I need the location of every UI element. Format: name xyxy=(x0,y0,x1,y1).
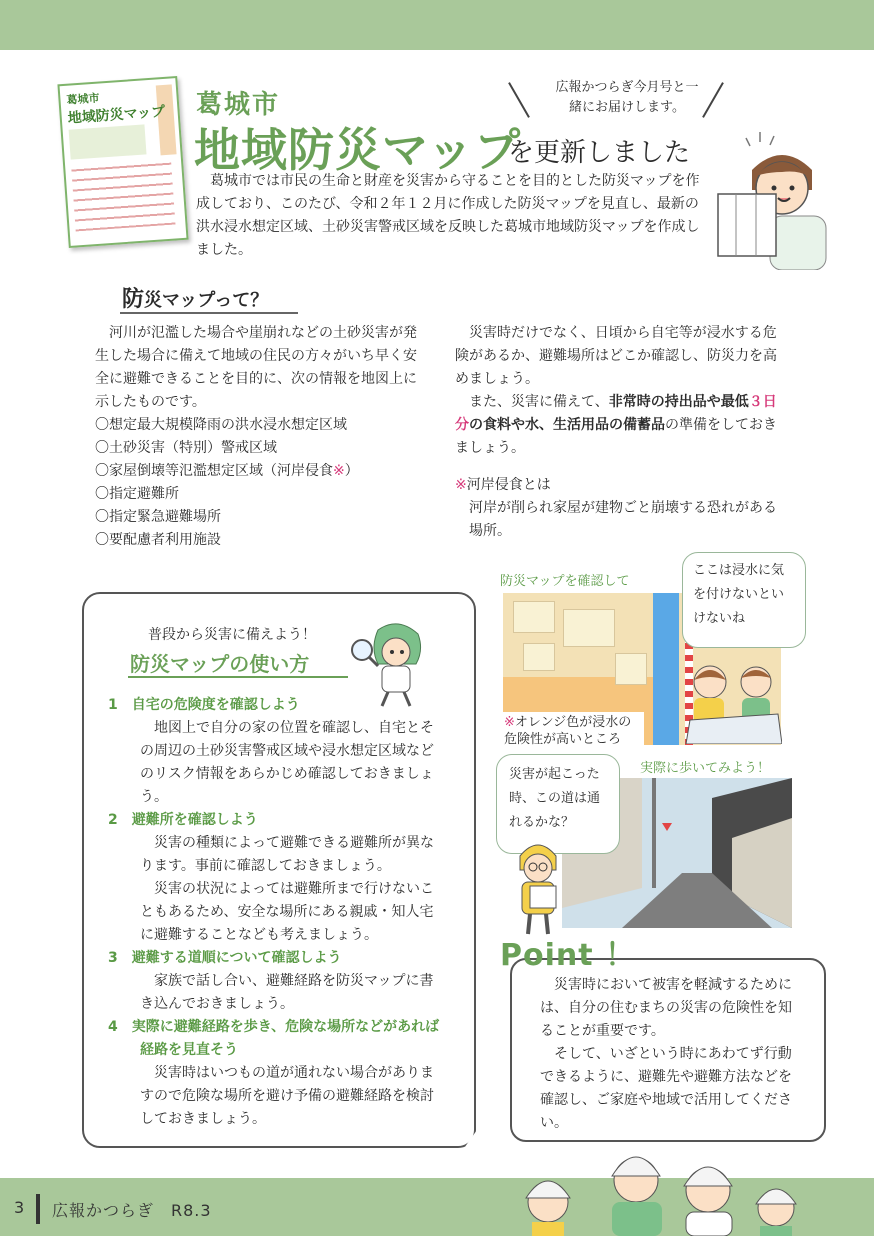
cover-illustration xyxy=(69,124,147,159)
list-item: 〇指定緊急避難場所 xyxy=(95,509,221,525)
guide-steps xyxy=(108,694,446,1131)
point-text xyxy=(540,974,796,1135)
guide-title-underline xyxy=(128,676,348,678)
guide-title: 防災マップの使い方 xyxy=(130,652,310,676)
preparedness-paragraph: 災害時だけでなく、日頃から自宅等が浸水する危険があるか、避難場所はどこか確認し、防災力を高めましょう。 xyxy=(455,325,777,387)
guide-lead: 普段から災害に備えよう！ xyxy=(148,627,316,643)
map-cover-thumbnail xyxy=(57,76,188,248)
note-mark: ※ xyxy=(333,463,345,479)
step-heading: 4 実際に避難経路を歩き、危険な場所などがあれば経路を見直そう xyxy=(108,1019,440,1058)
list-item-text: 〇家屋倒壊等氾濫想定区域（河岸侵食 xyxy=(95,463,333,479)
map-note: ※オレンジ色が浸水の危険性が高いところ xyxy=(500,712,644,750)
list-item-close: ） xyxy=(344,463,359,479)
step-text: 災害の状況によっては避難所まで行けないこともあるため、安全な場所にある親戚・知人宅に避難することなども考えましょう。 xyxy=(140,881,434,943)
cover-title: 地域防災マップ xyxy=(67,103,166,127)
speech-bubble-flood: ここは浸水に気を付けないといけないね xyxy=(682,552,806,648)
page-number: 3 xyxy=(14,1198,25,1217)
map-panel-label: 防災マップを確認して xyxy=(500,574,630,589)
list-item: 〇指定避難所 xyxy=(95,486,179,502)
map-block xyxy=(563,609,615,647)
kids-reading-map-illustration xyxy=(682,660,782,744)
note-accent-left xyxy=(508,82,530,118)
title-city: 葛城市 xyxy=(196,90,281,120)
step-heading: 1 自宅の危険度を確認しよう xyxy=(108,697,300,713)
list-item: 〇土砂災害（特別）警戒区域 xyxy=(95,440,277,456)
footer-divider xyxy=(36,1194,40,1224)
what-left-column xyxy=(95,322,430,552)
step-heading: 3 避難する道順について確認しよう xyxy=(108,950,342,966)
river xyxy=(653,593,679,745)
point-paragraph: 災害時において被害を軽減するためには、自分の住むまちの災害の危険性を知ることが重要です。 xyxy=(540,977,792,1039)
step-text: 災害時はいつもの道が通れない場合がありますので危険な場所を避け予備の避難経路を検討しておきましょう。 xyxy=(140,1065,434,1127)
title-suffix: を更新しました xyxy=(508,138,691,168)
note-accent-right xyxy=(702,82,724,118)
footnote-title: ※河岸侵食とは xyxy=(455,477,551,493)
publication-name: 広報かつらぎ R8.3 xyxy=(52,1201,212,1220)
list-item: 〇要配慮者利用施設 xyxy=(95,532,221,548)
heading-first-char: 防 xyxy=(122,287,145,312)
map-block xyxy=(513,601,555,633)
stockpile-paragraph: また、災害に備えて、非常時の持出品や最低３日分の食料や水、生活用品の備蓄品の準備をしておきましょう。 xyxy=(455,394,777,456)
intro-paragraph: 葛城市では市民の生命と財産を災害から守ることを目的とした防災マップを作成しており、このたび、令和２年１２月に作成した防災マップを見直し、最新の洪水浸水想定区域、土砂災害警戒区域を反映した葛城市地域防災マップを作成しました。 xyxy=(196,173,700,258)
heading-underline xyxy=(120,312,298,314)
map-block xyxy=(523,643,555,671)
point-paragraph: そして、いざという時にあわてず行動できるように、避難先や避難方法などを確認し、ご家庭や地域で活用してください。 xyxy=(540,1046,792,1131)
map-block xyxy=(615,653,647,685)
heading-rest: 災マップって？ xyxy=(144,290,269,311)
delivery-note: 広報かつらぎ今月号と一緒にお届けします。 xyxy=(555,80,699,115)
what-right-column xyxy=(455,322,790,543)
step-text: 災害の種類によって避難できる避難所が異なります。事前に確認しておきましょう。 xyxy=(140,835,434,874)
speech-bubble-road: 災害が起こった時、この道は通れるかな？ xyxy=(496,754,620,854)
residents-in-helmets-illustration xyxy=(508,1140,828,1236)
cover-city: 葛城市 xyxy=(66,91,100,107)
walk-panel-label: 実際に歩いてみよう！ xyxy=(640,761,771,776)
step-text: 家族で話し合い、避難経路を防災マップに書き込んでおきましょう。 xyxy=(140,973,434,1012)
child-with-map-illustration xyxy=(508,840,568,936)
list-item xyxy=(95,460,430,483)
boy-reading-map-illustration xyxy=(712,130,832,270)
what-intro: 河川が氾濫した場合や崖崩れなどの土砂災害が発生した場合に備えて地域の住民の方々がいち早く安全に避難できることを目的に、次の情報を地図上に示したものです。 xyxy=(95,325,417,410)
top-band xyxy=(0,0,874,50)
step-text: 地図上で自分の家の位置を確認し、自宅とその周辺の土砂災害警戒区域や浸水想定区域などのリスク情報をあらかじめ確認しておきましょう。 xyxy=(140,720,434,805)
cover-table xyxy=(71,161,175,232)
section-heading-what xyxy=(122,282,268,313)
step-heading: 2 避難所を確認しよう xyxy=(108,812,258,828)
point-title: Point ！ xyxy=(500,938,637,973)
list-item: 〇想定最大規模降雨の洪水浸水想定区域 xyxy=(95,417,347,433)
page-title: 地域防災マップ xyxy=(194,123,522,177)
footnote-body: 河岸が削られ家屋が建物ごと崩壊する恐れがある場所。 xyxy=(469,500,777,539)
